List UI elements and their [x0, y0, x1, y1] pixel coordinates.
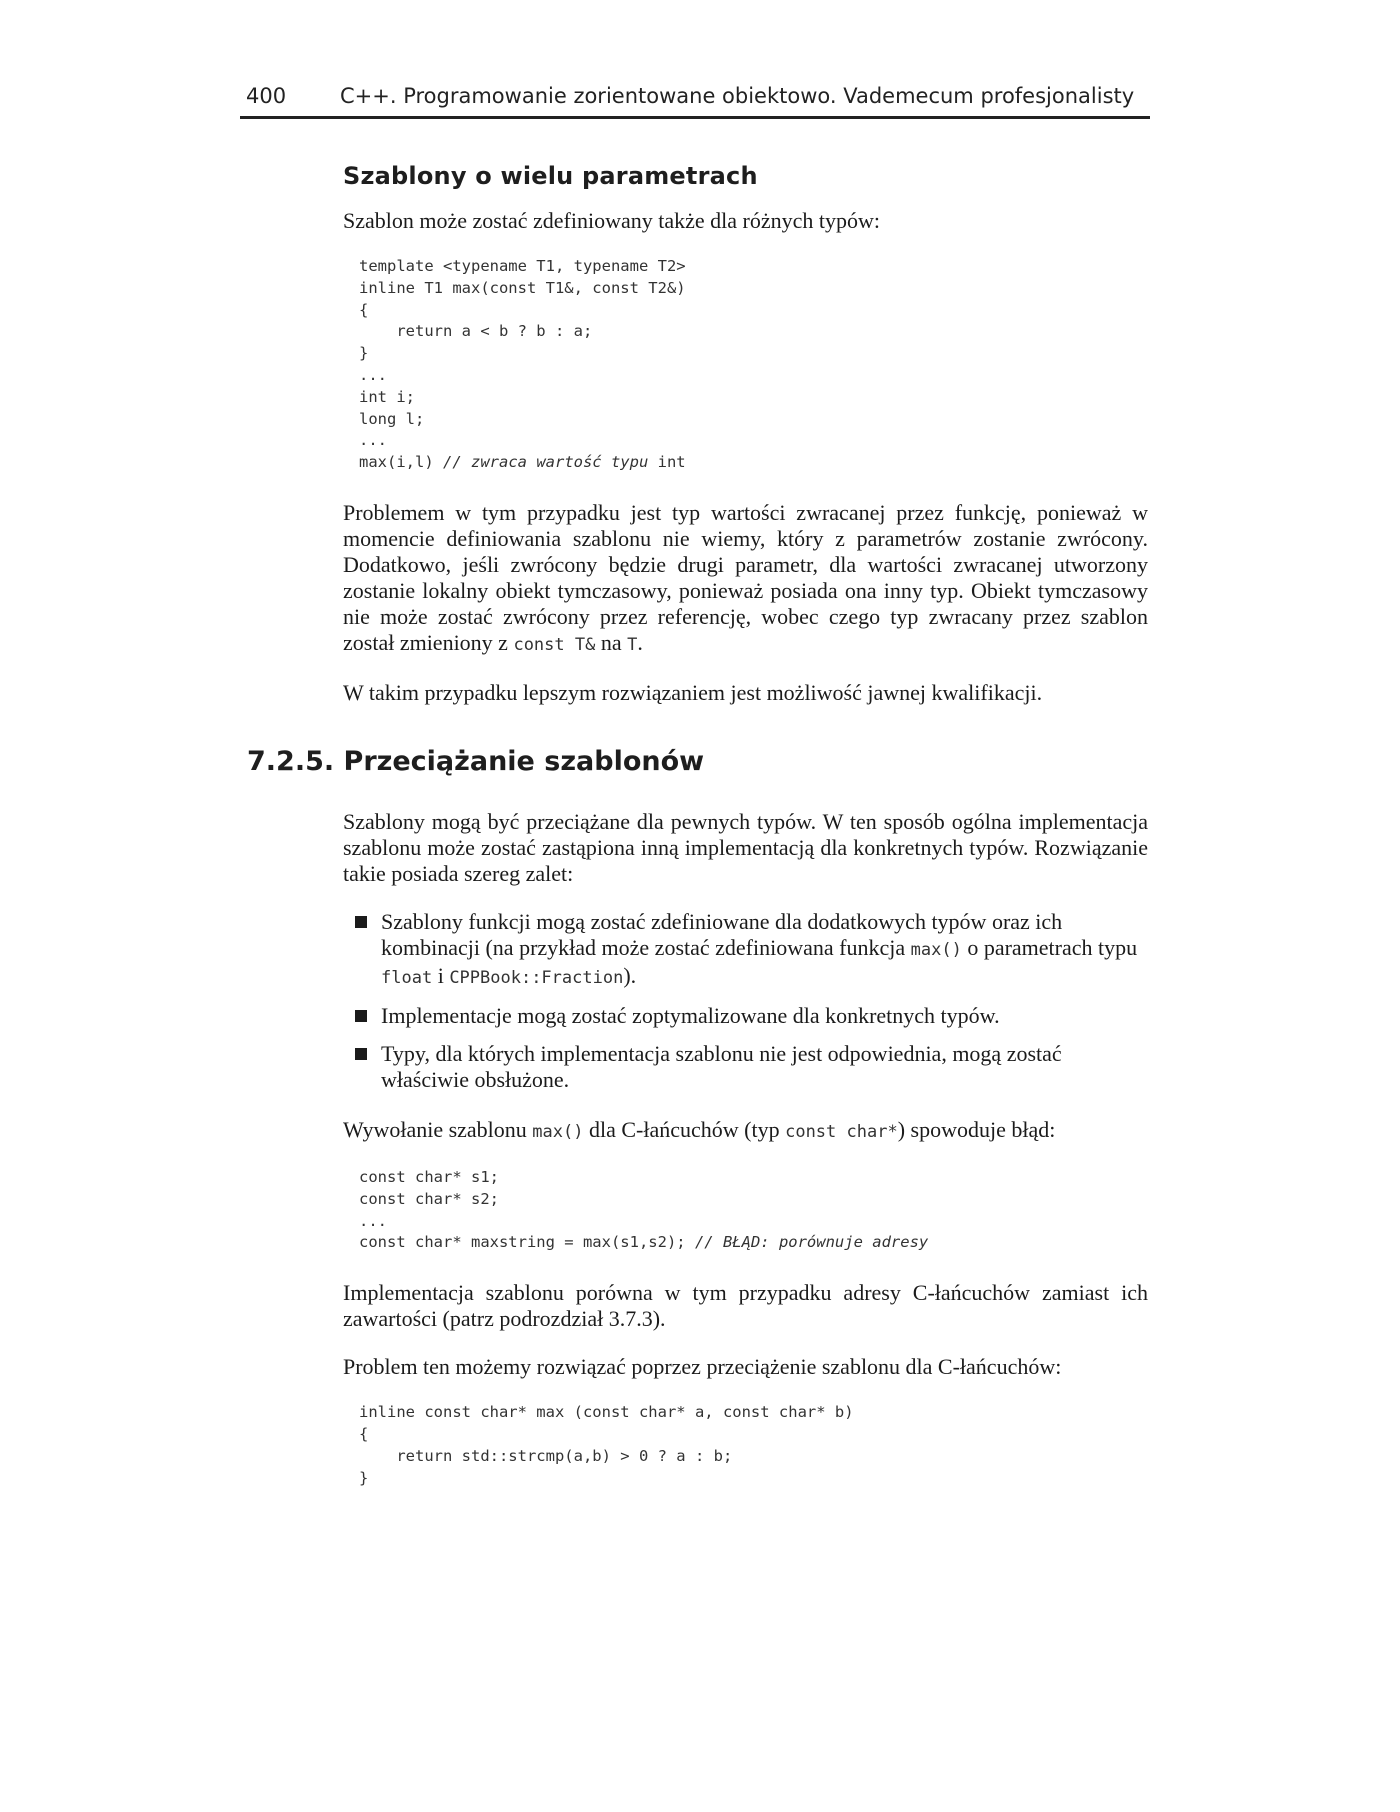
solution-paragraph: Problem ten możemy rozwiązać poprzez przeciążenie szablonu dla C-łańcuchów:	[343, 1354, 1062, 1380]
inline-code: float	[381, 967, 433, 988]
running-header	[240, 82, 1150, 119]
page-content	[247, 160, 1148, 1515]
section-heading: 7.2.5. Przeciążanie szablonów	[247, 745, 705, 777]
list-text: ).	[623, 962, 637, 988]
paragraph-text: .	[637, 629, 643, 655]
problem-paragraph	[343, 500, 1148, 658]
subsection-heading: Szablony o wielu parametrach	[343, 162, 758, 190]
bullet-square-icon	[355, 1010, 367, 1022]
paragraph-text: Problemem w tym przypadku jest typ wartości zwracanej przez funkcję, ponieważ w momencie definiowania szablonu nie wiemy, który z parametrów zostanie zwrócony. Dodatkowo, jeśli zwrócony będzie drugi parametr, dla wartości zwracanej utworzony zostanie lokalny obiekt tymczasowy, ponieważ posiada ona inny typ. Obiekt tymczasowy nie może zostać zwrócony przez referencję, wobec czego typ zwracany przez szablon został zmieniony z	[343, 499, 1148, 655]
code-line: template <typename T1, typename T2>	[359, 257, 686, 275]
list-text: o parametrach typu	[961, 934, 1138, 960]
code-line: int i;	[359, 387, 415, 406]
code-line: ...	[359, 1211, 387, 1230]
code-comment: // BŁĄD: porównuje adresy	[694, 1233, 929, 1252]
code-line: ...	[359, 431, 387, 450]
code-line: {	[359, 300, 369, 319]
bullet-square-icon	[355, 1048, 367, 1060]
code-block-overload	[359, 1402, 1148, 1489]
list-item	[381, 909, 1148, 991]
inline-code: const char*	[785, 1121, 898, 1142]
page-number: 400	[246, 84, 287, 108]
list-item	[381, 1003, 1148, 1029]
list-item	[381, 1041, 1148, 1093]
inline-code: CPPBook::Fraction	[449, 967, 624, 988]
advantages-list	[343, 909, 1148, 1093]
code-line: }	[359, 1468, 369, 1487]
code-line: return std::strcmp(a,b) > 0 ? a : b;	[359, 1446, 733, 1465]
overloading-intro-paragraph: Szablony mogą być przeciążane dla pewnych typów. W ten sposób ogólna implementacja szablonu może zostać zastąpiona inną implementacją dla konkretnych typów. Rozwiązanie takie posiada szereg zalet:	[343, 808, 1148, 886]
code-block-template	[359, 256, 1148, 474]
inline-code: T	[627, 634, 638, 655]
code-line: long l;	[359, 409, 425, 428]
intro-paragraph: Szablon może zostać zdefiniowany także dla różnych typów:	[343, 208, 880, 233]
call-paragraph	[343, 1117, 1148, 1145]
list-text: Szablony funkcji mogą zostać zdefiniowane dla dodatkowych typów oraz ich kombinacji (na przykład może zostać zdefiniowana funkcja	[381, 908, 1063, 960]
paragraph-text: na	[595, 629, 628, 655]
inline-code: const T&	[513, 634, 596, 655]
list-text: i	[432, 962, 450, 988]
qualification-paragraph: W takim przypadku lepszym rozwiązaniem jest możliwość jawnej kwalifikacji.	[343, 679, 1043, 705]
paragraph-text: dla C-łańcuchów (typ	[583, 1116, 786, 1142]
book-title: C++. Programowanie zorientowane obiektowo. Vademecum profesjonalisty	[340, 84, 1135, 108]
list-text: Typy, dla których implementacja szablonu nie jest odpowiednia, mogą zostać właściwie obsłużone.	[381, 1040, 1062, 1092]
code-line: inline T1 max(const T1&, const T2&)	[359, 278, 686, 297]
code-line: const char* s2;	[359, 1189, 499, 1208]
code-comment: // zwraca wartość typu	[443, 453, 649, 472]
paragraph-text: Wywołanie szablonu	[343, 1116, 533, 1142]
code-line	[359, 1233, 928, 1251]
code-line: {	[359, 1424, 369, 1443]
code-line: inline const char* max (const char* a, const char* b)	[359, 1403, 854, 1422]
code-text: int	[648, 453, 686, 472]
address-paragraph: Implementacja szablonu porówna w tym przypadku adresy C-łańcuchów zamiast ich zawartości (patrz podrozdział 3.7.3).	[343, 1280, 1148, 1332]
bullet-square-icon	[355, 916, 367, 928]
code-line: ...	[359, 365, 387, 384]
inline-code: max()	[532, 1121, 584, 1142]
code-line: const char* s1;	[359, 1167, 499, 1186]
list-text: Implementacje mogą zostać zoptymalizowane dla konkretnych typów.	[381, 1002, 1000, 1028]
paragraph-text: ) spowoduje błąd:	[897, 1116, 1056, 1142]
inline-code: max()	[910, 939, 962, 960]
code-line: }	[359, 344, 369, 363]
code-text: const char* maxstring = max(s1,s2);	[359, 1233, 695, 1252]
code-text: max(i,l)	[359, 453, 443, 472]
code-line: return a < b ? b : a;	[359, 322, 593, 341]
code-block-cstrings	[359, 1167, 1148, 1254]
code-line	[359, 453, 686, 471]
